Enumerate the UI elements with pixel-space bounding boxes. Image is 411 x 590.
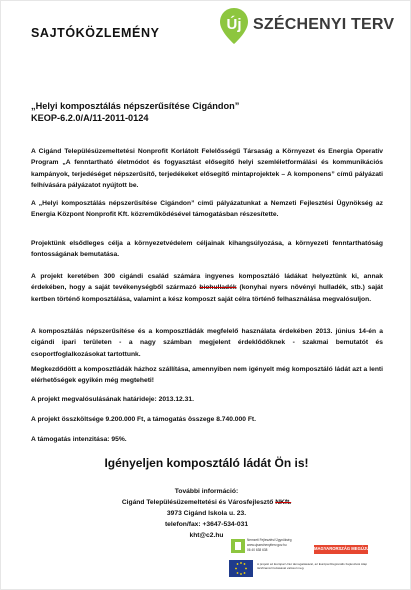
agency-mark-icon bbox=[231, 539, 245, 553]
agency-phone: 06 40 638 638 bbox=[247, 548, 268, 552]
paragraph-support: A „Helyi komposztálás népszerűsítése Cigándon” című pályázatunkat a Nemzeti Fejlesztési Ügynökség az Energia Központ Nonprofit Kft. közreműködésével támogatásban részesítette. bbox=[31, 200, 383, 219]
distribution-strike: biohulladék bbox=[199, 284, 237, 292]
agency-web[interactable]: www.ujszechenyiterv.gov.hu bbox=[247, 543, 287, 547]
paragraph-delivery: Megkezdődött a komposztládák házhoz szállítása, amennyiben nem igényelt még komposztáló ládát azt a lenti elérhetőségek egyikén még megteheti! bbox=[31, 366, 383, 385]
hungary-banner-text: MAGYARORSZÁG MEGÚJUL bbox=[314, 546, 372, 551]
distribution-text-a: A projekt keretében 300 cigándi család számára ingyenes komposztáló ládákat helyeztünk ki, annak érdekében, hogy a saját tevékenységből származó bbox=[31, 273, 383, 292]
contact-org-strike: NKft. bbox=[275, 499, 292, 506]
intensity-line: A támogatás intenzitása: 95%. bbox=[31, 436, 127, 443]
szechenyi-terv-logo bbox=[219, 7, 395, 49]
logo-wordmark: SZÉCHENYI TERV bbox=[253, 16, 395, 33]
logo-badge-text: Új bbox=[226, 16, 242, 33]
contact-address: 3973 Cigánd Iskola u. 23. bbox=[166, 510, 247, 517]
contact-heading: További információ: bbox=[174, 488, 239, 495]
document-heading: SAJTÓKÖZLEMÉNY bbox=[31, 26, 160, 40]
agency-logo bbox=[229, 537, 297, 559]
paragraph-application: A Cigánd Településüzemeltetési Nonprofit Korlátolt Felelősségű Társaság a Környezet és Energia Operatív Program „A fenntartható életmódot és fogyasztást elősegítő helyi szemléletformálási és kommunikációs kampányok, terjedéséget népszerűsítő, terjedékeket elősegítő mintaprojektek – A komponens” című pályázati felhívására pályázatot nyújtott be. bbox=[31, 148, 383, 189]
deadline-line: A projekt megvalósulásának határideje: 2013.12.31. bbox=[31, 396, 194, 403]
paragraph-goal: Projektünk elsődleges célja a környezetvédelem céljainak kihangsúlyozása, a környezeti fenntarthatóság fontosságának bemutatása. bbox=[31, 240, 383, 259]
project-code: KEOP-6.2.0/A/11-2011-0124 bbox=[31, 113, 149, 123]
contact-organization bbox=[1, 497, 411, 508]
paragraph-distribution bbox=[31, 271, 383, 305]
contact-email[interactable]: kht@c2.hu bbox=[189, 532, 224, 539]
budget-line: A projekt összköltsége 9.200.000 Ft, a támogatás összege 8.740.000 Ft. bbox=[31, 416, 256, 423]
distribution-text-b: (konyhai nyers növényi hulladék, stb.) saját kertben történő komposztálása, valamint a kész komposzt saját célra történő felhasználása megvalósuljon. bbox=[31, 284, 383, 303]
agency-name: Nemzeti Fejlesztési Ügynökség bbox=[247, 538, 292, 542]
eu-flag-icon bbox=[229, 560, 253, 577]
contact-org-text: Cigánd Településüzemeltetési és Városfejlesztő bbox=[121, 499, 276, 506]
paragraph-event: A komposztálás népszerűsítése és a komposztládák megfelelő használata érdekében 2013. június 14-én a cigándi ipari területen - a nagy számban megjelent érdeklődőknek - szakmai bemutatót és csoportfoglalkozásokat tartottunk. bbox=[31, 328, 383, 358]
contact-phone: telefon/fax: +3647-534-031 bbox=[164, 521, 249, 528]
footer-logos bbox=[229, 537, 389, 585]
call-to-action: Igényeljen komposztáló ládát Ön is! bbox=[104, 456, 309, 470]
project-title: „Helyi komposztálás népszerűsítése Cigándon” bbox=[31, 101, 240, 111]
eu-funding-note: A projekt az Európai Unió támogatásával, az Európai Regionális Fejlesztési Alap társfinanszírozásával valósul meg. bbox=[257, 562, 368, 571]
